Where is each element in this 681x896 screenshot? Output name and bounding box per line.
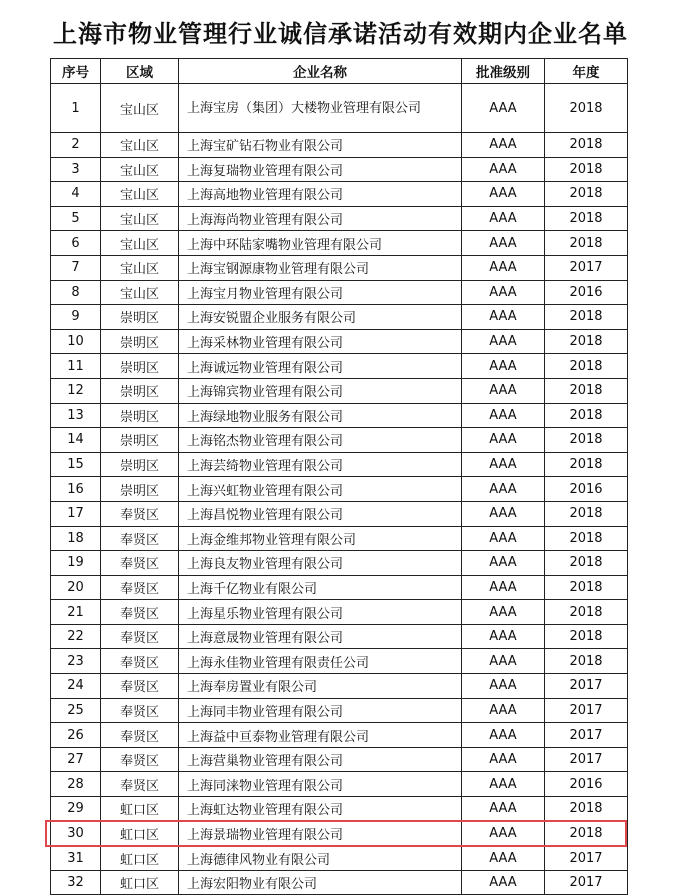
cell-grade: AAA — [462, 403, 545, 428]
cell-district: 崇明区 — [101, 378, 179, 403]
cell-name: 上海宏阳物业有限公司 — [179, 870, 462, 895]
cell-district: 奉贤区 — [101, 674, 179, 699]
cell-grade: AAA — [462, 526, 545, 551]
table-row — [51, 526, 628, 551]
cell-grade: AAA — [462, 821, 545, 846]
cell-name: 上海宝房（集团）大楼物业管理有限公司 — [179, 84, 462, 133]
cell-district: 虹口区 — [101, 870, 179, 895]
cell-year: 2018 — [545, 624, 628, 649]
cell-year: 2018 — [545, 600, 628, 625]
cell-no: 5 — [51, 206, 101, 231]
cell-name: 上海铭杰物业管理有限公司 — [179, 428, 462, 453]
cell-name: 上海意晟物业管理有限公司 — [179, 624, 462, 649]
cell-no: 3 — [51, 157, 101, 182]
cell-year: 2018 — [545, 551, 628, 576]
cell-year: 2018 — [545, 84, 628, 133]
cell-district: 崇明区 — [101, 452, 179, 477]
cell-district: 宝山区 — [101, 133, 179, 158]
table-row — [51, 280, 628, 305]
cell-no: 11 — [51, 354, 101, 379]
cell-year: 2018 — [545, 403, 628, 428]
cell-name: 上海同涞物业管理有限公司 — [179, 772, 462, 797]
cell-name: 上海千亿物业有限公司 — [179, 575, 462, 600]
cell-no: 4 — [51, 182, 101, 207]
cell-grade: AAA — [462, 575, 545, 600]
cell-name: 上海同丰物业管理有限公司 — [179, 698, 462, 723]
table-row — [51, 772, 628, 797]
cell-district: 奉贤区 — [101, 649, 179, 674]
cell-grade: AAA — [462, 378, 545, 403]
table-row — [51, 600, 628, 625]
cell-grade: AAA — [462, 354, 545, 379]
cell-no: 12 — [51, 378, 101, 403]
cell-year: 2017 — [545, 698, 628, 723]
cell-name: 上海金维邦物业管理有限公司 — [179, 526, 462, 551]
cell-grade: AAA — [462, 723, 545, 748]
table-row — [51, 698, 628, 723]
cell-district: 奉贤区 — [101, 723, 179, 748]
cell-district: 奉贤区 — [101, 747, 179, 772]
cell-year: 2017 — [545, 255, 628, 280]
cell-grade: AAA — [462, 772, 545, 797]
cell-name: 上海宝钢源康物业管理有限公司 — [179, 255, 462, 280]
cell-name: 上海营巢物业管理有限公司 — [179, 747, 462, 772]
cell-no: 8 — [51, 280, 101, 305]
cell-name: 上海中环陆家嘴物业管理有限公司 — [179, 231, 462, 256]
cell-year: 2018 — [545, 452, 628, 477]
cell-name: 上海益中亘泰物业管理有限公司 — [179, 723, 462, 748]
header-year: 年度 — [545, 59, 628, 84]
cell-no: 15 — [51, 452, 101, 477]
cell-no: 25 — [51, 698, 101, 723]
cell-year: 2017 — [545, 846, 628, 871]
cell-district: 奉贤区 — [101, 526, 179, 551]
cell-no: 7 — [51, 255, 101, 280]
cell-no: 2 — [51, 133, 101, 158]
cell-no: 32 — [51, 870, 101, 895]
cell-no: 10 — [51, 329, 101, 354]
table-row — [51, 649, 628, 674]
cell-name: 上海复瑞物业管理有限公司 — [179, 157, 462, 182]
cell-name: 上海昌悦物业管理有限公司 — [179, 501, 462, 526]
cell-name: 上海高地物业管理有限公司 — [179, 182, 462, 207]
cell-grade: AAA — [462, 698, 545, 723]
cell-year: 2018 — [545, 354, 628, 379]
cell-district: 虹口区 — [101, 797, 179, 822]
cell-district: 虹口区 — [101, 846, 179, 871]
cell-district: 宝山区 — [101, 231, 179, 256]
cell-district: 奉贤区 — [101, 600, 179, 625]
cell-name: 上海宝月物业管理有限公司 — [179, 280, 462, 305]
cell-year: 2018 — [545, 378, 628, 403]
cell-district: 宝山区 — [101, 157, 179, 182]
cell-name: 上海诚远物业管理有限公司 — [179, 354, 462, 379]
cell-year: 2018 — [545, 329, 628, 354]
table-row — [51, 797, 628, 822]
cell-year: 2017 — [545, 674, 628, 699]
cell-district: 奉贤区 — [101, 501, 179, 526]
cell-no: 1 — [51, 84, 101, 133]
cell-grade: AAA — [462, 624, 545, 649]
cell-no: 24 — [51, 674, 101, 699]
cell-year: 2017 — [545, 747, 628, 772]
table-row — [51, 305, 628, 330]
table-row — [51, 182, 628, 207]
cell-grade: AAA — [462, 452, 545, 477]
cell-year: 2016 — [545, 477, 628, 502]
table-row — [51, 84, 628, 133]
cell-no: 9 — [51, 305, 101, 330]
cell-year: 2017 — [545, 870, 628, 895]
cell-name: 上海奉房置业有限公司 — [179, 674, 462, 699]
cell-name: 上海宝矿钻石物业有限公司 — [179, 133, 462, 158]
cell-grade: AAA — [462, 870, 545, 895]
table-row — [51, 133, 628, 158]
cell-no: 27 — [51, 747, 101, 772]
cell-name: 上海虹达物业管理有限公司 — [179, 797, 462, 822]
cell-grade: AAA — [462, 231, 545, 256]
cell-grade: AAA — [462, 182, 545, 207]
cell-grade: AAA — [462, 84, 545, 133]
cell-name: 上海兴虹物业管理有限公司 — [179, 477, 462, 502]
table-row — [51, 624, 628, 649]
cell-year: 2018 — [545, 797, 628, 822]
cell-district: 宝山区 — [101, 206, 179, 231]
cell-grade: AAA — [462, 428, 545, 453]
cell-no: 21 — [51, 600, 101, 625]
header-district: 区域 — [101, 59, 179, 84]
cell-grade: AAA — [462, 649, 545, 674]
cell-grade: AAA — [462, 305, 545, 330]
cell-name: 上海景瑞物业管理有限公司 — [179, 821, 462, 846]
cell-grade: AAA — [462, 206, 545, 231]
cell-no: 17 — [51, 501, 101, 526]
cell-year: 2016 — [545, 280, 628, 305]
cell-year: 2018 — [545, 649, 628, 674]
cell-grade: AAA — [462, 797, 545, 822]
cell-year: 2018 — [545, 575, 628, 600]
cell-no: 19 — [51, 551, 101, 576]
table-row — [51, 403, 628, 428]
cell-no: 13 — [51, 403, 101, 428]
cell-grade: AAA — [462, 600, 545, 625]
table-row — [51, 501, 628, 526]
cell-grade: AAA — [462, 280, 545, 305]
table-row — [51, 428, 628, 453]
table-row — [51, 329, 628, 354]
cell-name: 上海德律风物业有限公司 — [179, 846, 462, 871]
cell-district: 崇明区 — [101, 329, 179, 354]
table-row — [51, 723, 628, 748]
table-row — [51, 477, 628, 502]
cell-year: 2018 — [545, 157, 628, 182]
cell-year: 2018 — [545, 231, 628, 256]
cell-no: 23 — [51, 649, 101, 674]
cell-name: 上海安锐盟企业服务有限公司 — [179, 305, 462, 330]
cell-grade: AAA — [462, 157, 545, 182]
cell-district: 崇明区 — [101, 305, 179, 330]
cell-district: 崇明区 — [101, 428, 179, 453]
cell-grade: AAA — [462, 133, 545, 158]
cell-name: 上海绿地物业服务有限公司 — [179, 403, 462, 428]
cell-grade: AAA — [462, 329, 545, 354]
cell-no: 18 — [51, 526, 101, 551]
cell-district: 宝山区 — [101, 255, 179, 280]
cell-no: 28 — [51, 772, 101, 797]
cell-no: 30 — [51, 821, 101, 846]
cell-name: 上海海尚物业管理有限公司 — [179, 206, 462, 231]
table-row — [51, 206, 628, 231]
cell-district: 虹口区 — [101, 821, 179, 846]
cell-no: 16 — [51, 477, 101, 502]
cell-grade: AAA — [462, 501, 545, 526]
table-row — [51, 846, 628, 871]
cell-year: 2018 — [545, 206, 628, 231]
header-no: 序号 — [51, 59, 101, 84]
table-row — [51, 255, 628, 280]
cell-name: 上海良友物业管理有限公司 — [179, 551, 462, 576]
table-header-row — [51, 59, 628, 84]
cell-year: 2018 — [545, 501, 628, 526]
cell-year: 2018 — [545, 526, 628, 551]
cell-grade: AAA — [462, 674, 545, 699]
cell-district: 宝山区 — [101, 182, 179, 207]
company-table — [50, 58, 628, 895]
cell-name: 上海星乐物业管理有限公司 — [179, 600, 462, 625]
table-row — [51, 378, 628, 403]
table-row — [51, 870, 628, 895]
cell-no: 22 — [51, 624, 101, 649]
cell-no: 31 — [51, 846, 101, 871]
cell-district: 崇明区 — [101, 354, 179, 379]
cell-name: 上海芸绮物业管理有限公司 — [179, 452, 462, 477]
header-grade: 批准级别 — [462, 59, 545, 84]
cell-district: 崇明区 — [101, 477, 179, 502]
table-row — [51, 452, 628, 477]
cell-year: 2018 — [545, 305, 628, 330]
table-row — [51, 231, 628, 256]
cell-grade: AAA — [462, 551, 545, 576]
cell-no: 6 — [51, 231, 101, 256]
page-title: 上海市物业管理行业诚信承诺活动有效期内企业名单 — [53, 20, 628, 48]
cell-year: 2018 — [545, 821, 628, 846]
cell-district: 奉贤区 — [101, 772, 179, 797]
cell-district: 宝山区 — [101, 280, 179, 305]
table-row — [51, 157, 628, 182]
cell-district: 宝山区 — [101, 84, 179, 133]
table-row — [51, 747, 628, 772]
cell-grade: AAA — [462, 846, 545, 871]
cell-year: 2017 — [545, 723, 628, 748]
cell-district: 奉贤区 — [101, 698, 179, 723]
table-row — [51, 821, 628, 846]
cell-district: 奉贤区 — [101, 624, 179, 649]
cell-name: 上海永佳物业管理有限责任公司 — [179, 649, 462, 674]
cell-name: 上海锦宾物业管理有限公司 — [179, 378, 462, 403]
cell-no: 26 — [51, 723, 101, 748]
cell-year: 2018 — [545, 428, 628, 453]
table-row — [51, 551, 628, 576]
cell-grade: AAA — [462, 477, 545, 502]
cell-no: 14 — [51, 428, 101, 453]
cell-name: 上海采林物业管理有限公司 — [179, 329, 462, 354]
cell-year: 2018 — [545, 182, 628, 207]
cell-district: 奉贤区 — [101, 575, 179, 600]
cell-grade: AAA — [462, 747, 545, 772]
cell-year: 2016 — [545, 772, 628, 797]
cell-year: 2018 — [545, 133, 628, 158]
cell-no: 29 — [51, 797, 101, 822]
cell-no: 20 — [51, 575, 101, 600]
header-name: 企业名称 — [179, 59, 462, 84]
table-row — [51, 575, 628, 600]
table-row — [51, 674, 628, 699]
cell-grade: AAA — [462, 255, 545, 280]
cell-district: 崇明区 — [101, 403, 179, 428]
table-row — [51, 354, 628, 379]
cell-district: 奉贤区 — [101, 551, 179, 576]
